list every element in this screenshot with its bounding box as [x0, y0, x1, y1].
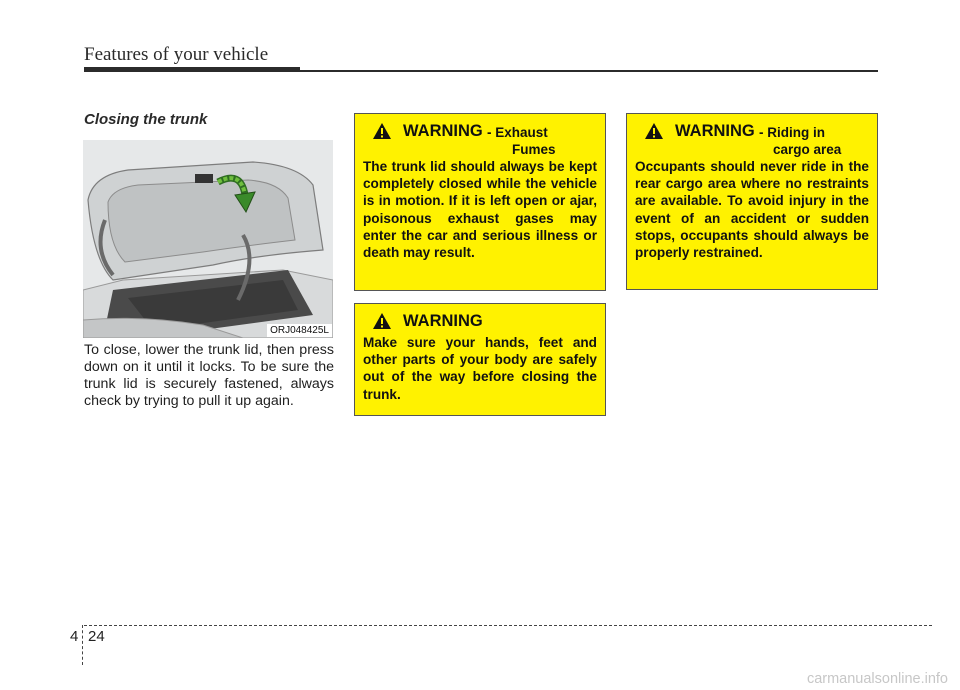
trunk-drawing	[83, 140, 333, 338]
warning-text: The trunk lid should always be kept completely closed while the vehicle is in motion. If it is left open or ajar, poisonous exhaust gases may enter the car and serious illness or death may result.	[363, 159, 597, 261]
chapter-number: 4	[70, 628, 79, 645]
trunk-illustration	[83, 140, 333, 338]
watermark: carmanualsonline.info	[806, 671, 948, 687]
page-number: 24	[88, 628, 105, 645]
warning-header	[635, 122, 869, 158]
warning-subtitle: - Riding in cargo area	[759, 125, 842, 157]
warning-triangle-icon	[372, 122, 392, 140]
warning-word: WARNING	[403, 312, 483, 330]
warning-word: WARNING	[675, 122, 755, 140]
warning-triangle-icon	[372, 312, 392, 330]
warning-cargo-area	[626, 113, 878, 290]
footer-rule	[84, 625, 932, 626]
warning-header	[363, 122, 597, 158]
figure-code: ORJ048425L	[267, 324, 332, 337]
warning-header	[363, 312, 597, 334]
header-rule-thin	[300, 70, 878, 72]
warning-exhaust-fumes	[354, 113, 606, 291]
warning-body-parts	[354, 303, 606, 416]
header-rule-thick	[84, 67, 300, 72]
warning-text: Make sure your hands, feet and other parts of your body are safely out of the way before closing the trunk.	[363, 335, 597, 402]
warning-word: WARNING	[403, 122, 483, 140]
warning-subtitle: - Exhaust Fumes	[487, 125, 556, 157]
closing-instructions: To close, lower the trunk lid, then press down on it until it locks. To be sure the trunk lid is securely fastened, always check by trying to pull it up again.	[84, 342, 334, 409]
warning-text: Occupants should never ride in the rear cargo area where no restraints are available. To avoid injury in the event of an accident or sudden stops, occupants should always be properly restrained.	[635, 159, 869, 261]
footer-divider	[82, 625, 83, 665]
section-title: Closing the trunk	[84, 111, 208, 128]
page-header-title: Features of your vehicle	[84, 44, 269, 65]
warning-triangle-icon	[644, 122, 664, 140]
